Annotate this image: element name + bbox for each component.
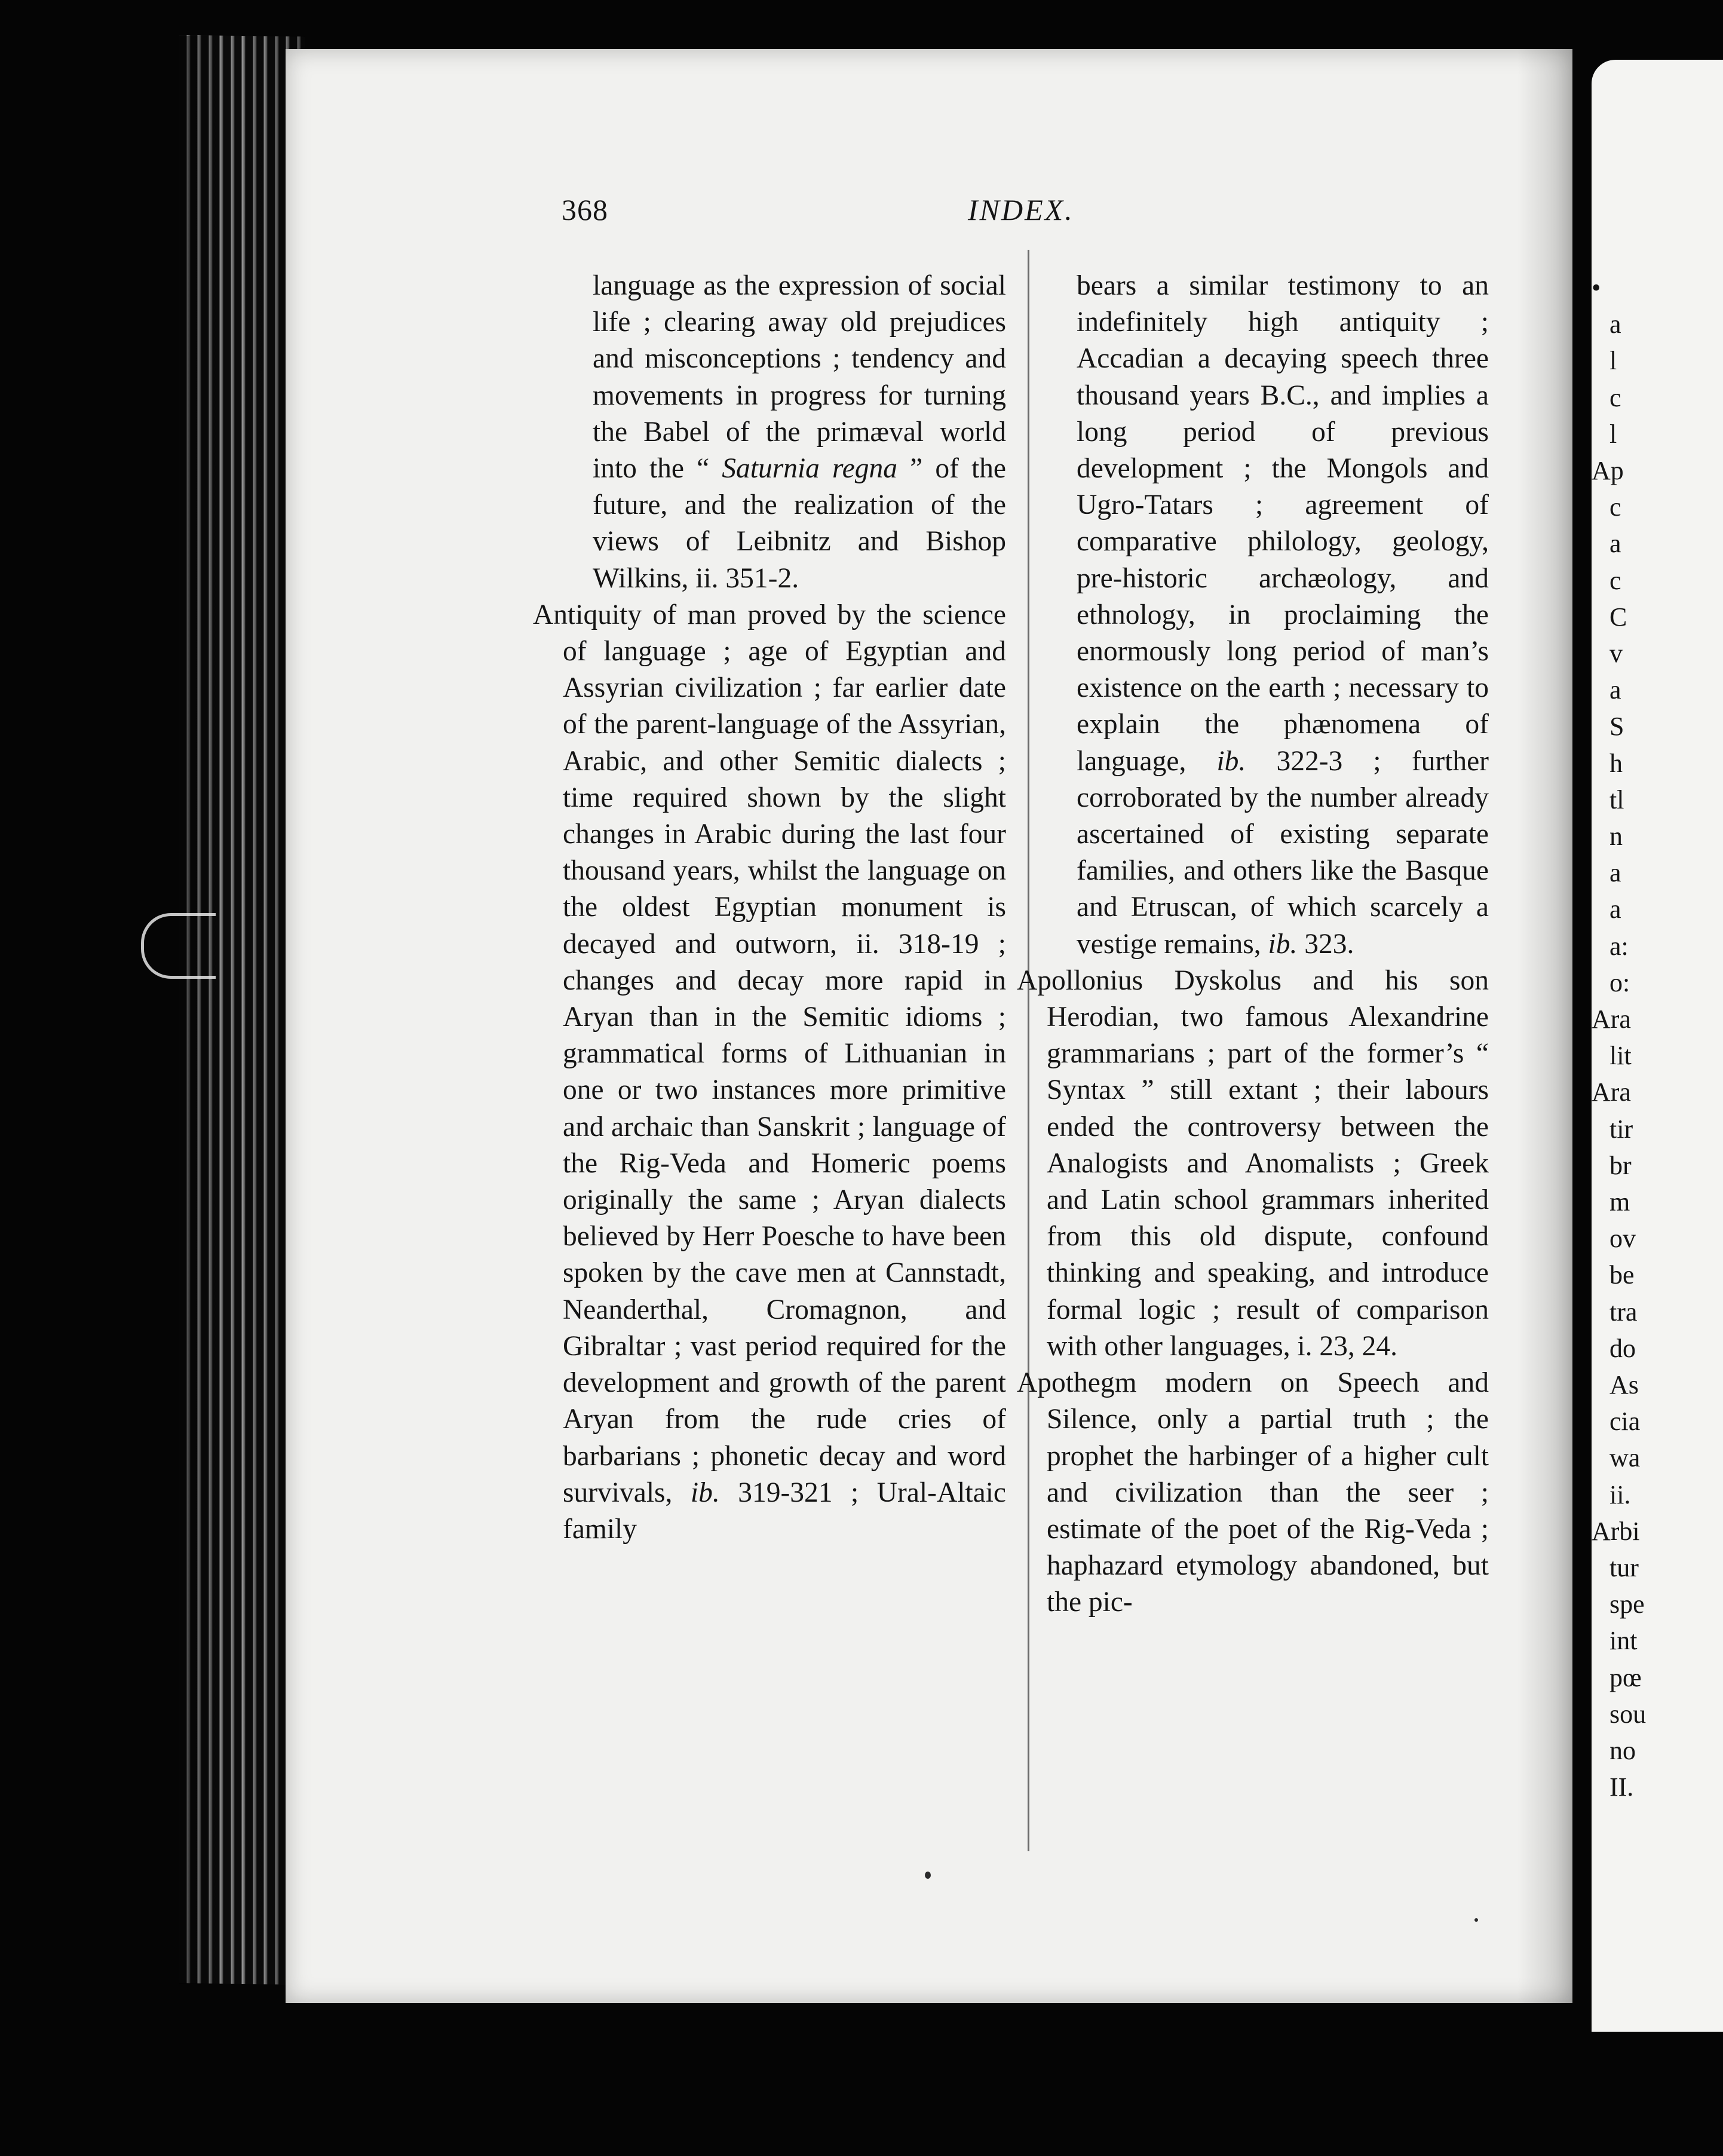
book-gutter	[1572, 36, 1592, 2008]
next-page-line: spe	[1609, 1590, 1645, 1619]
index-column-left	[533, 268, 1007, 1548]
next-page-line: c	[1609, 565, 1621, 595]
next-page-line: n	[1609, 822, 1623, 851]
index-column-right	[1017, 268, 1489, 1621]
next-page-line: •	[1592, 273, 1601, 302]
next-page-line: c	[1609, 382, 1621, 412]
next-page-line: a	[1609, 529, 1621, 559]
index-entry-antiquity-of-man: Antiquity of man proved by the science of language ; age of Egyptian and Assyrian civilization ; far earlier date of the parent-language of the Assyrian, Arabic, and other Semitic dialects ; time required shown by the slight changes in Arabic during the last four thousand years, whilst the language on the oldest Egyptian monument is decayed and outworn, ii. 318-19 ; changes and decay more rapid in Aryan than in the Semitic idioms ; grammatical forms of Lithuanian in one or two instances more primitive and archaic than Sanskrit ; language of the Rig-Veda and Homeric poems originally the same ; Aryan dialects believed by Herr Poesche to have been spoken by the cave men at Cannstadt, Neanderthal, Cromagnon, and Gibraltar ; vast period required for the development and growth of the parent Aryan from the rude cries of barbarians ; phonetic decay and word survivals, ib. 319-321 ; Ural-Altaic family	[533, 599, 1006, 1545]
index-entry-apothegm: Apothegm modern on Speech and Silence, only a partial truth ; the prophet the harbinger of a higher cult and civilization than the seer ; estimate of the poet of the Rig-Veda ; haphazard etymology abandoned, but the pic-	[1017, 1367, 1489, 1618]
next-page-line: a	[1609, 310, 1621, 339]
next-page-line: a	[1609, 895, 1621, 924]
next-page-line: Ara	[1592, 1077, 1631, 1107]
next-page-line: a:	[1609, 931, 1629, 961]
next-page-line: m	[1609, 1187, 1630, 1217]
page-title: INDEX.	[968, 193, 1074, 226]
clip-mark-icon	[141, 913, 216, 979]
next-page-line: wa	[1609, 1443, 1641, 1473]
next-page-line: int	[1609, 1626, 1638, 1656]
next-page-line: Arbi	[1592, 1516, 1640, 1546]
next-page-line: tl	[1609, 785, 1624, 814]
next-page-line: sou	[1609, 1699, 1647, 1729]
next-page-line: h	[1609, 748, 1623, 778]
next-page-line: tir	[1609, 1114, 1633, 1144]
next-page-line: l	[1609, 419, 1617, 449]
index-entry-continuation: language as the expression of social life ; clearing away old prejudices and misconceptions ; tendency and movements in progress for turning the Babel of the primæval world into the “ Saturnia regna ” of the future, and the realization of the views of Leibnitz and Bishop Wilkins, ii. 351-2.	[593, 270, 1007, 594]
next-page-line: Ap	[1592, 456, 1624, 485]
print-speck	[1474, 1918, 1478, 1922]
next-page-line: ov	[1609, 1224, 1636, 1254]
next-page-line: As	[1609, 1370, 1639, 1399]
next-page-line: l	[1609, 346, 1617, 376]
next-page-line: ii.	[1609, 1480, 1631, 1509]
next-page-line: S	[1609, 712, 1624, 742]
next-page-line: cia	[1609, 1407, 1641, 1437]
running-head	[562, 192, 1099, 234]
next-page-line: o:	[1609, 967, 1630, 997]
next-page-line: lit	[1609, 1041, 1632, 1071]
print-speck	[925, 1872, 931, 1879]
next-page-line: II.	[1609, 1772, 1634, 1802]
next-page-line: tur	[1609, 1553, 1639, 1582]
index-entry-apollonius: Apollonius Dyskolus and his son Herodian, two famous Alexandrine grammarians ; part of the former’s “ Syntax ” still extant ; their labours ended the controversy between the Analogists and Anomalists ; Greek and Latin school grammars inherited from this old dispute, confound thinking and speaking, and introduce formal logic ; result of comparison with other languages, i. 23, 24.	[1017, 964, 1489, 1362]
next-page-line: pœ	[1609, 1662, 1642, 1692]
next-page-line: do	[1609, 1333, 1636, 1363]
index-entry-continuation: bears a similar testimony to an indefinitely high antiquity ; Accadian a decaying speech three thousand years B.C., and implies a long period of previous development ; the Mongols and Ugro-Tatars ; agreement of comparative philology, geology, pre-historic archæology, and ethnology, in proclaiming the enormously long period of man’s existence on the earth ; necessary to explain the phænomena of language, ib. 322-3 ; further corroborated by the number already ascertained of existing separate families, and others like the Basque and Etruscan, of which scarcely a vestige remains, ib. 323.	[1077, 270, 1489, 960]
next-page-line: C	[1609, 602, 1627, 632]
page-number: 368	[562, 193, 608, 226]
page-shading	[1517, 49, 1572, 2003]
next-page-fragment	[1592, 60, 1723, 2032]
next-page-line: tra	[1609, 1297, 1638, 1327]
next-page-line: be	[1609, 1260, 1635, 1290]
next-page-line: a	[1609, 858, 1621, 888]
next-page-line: Ara	[1592, 1004, 1631, 1034]
next-page-line: c	[1609, 492, 1621, 522]
next-page-line: a	[1609, 675, 1621, 705]
next-page-line: br	[1609, 1150, 1632, 1180]
next-page-line: no	[1609, 1736, 1636, 1765]
next-page-line: v	[1609, 639, 1623, 668]
